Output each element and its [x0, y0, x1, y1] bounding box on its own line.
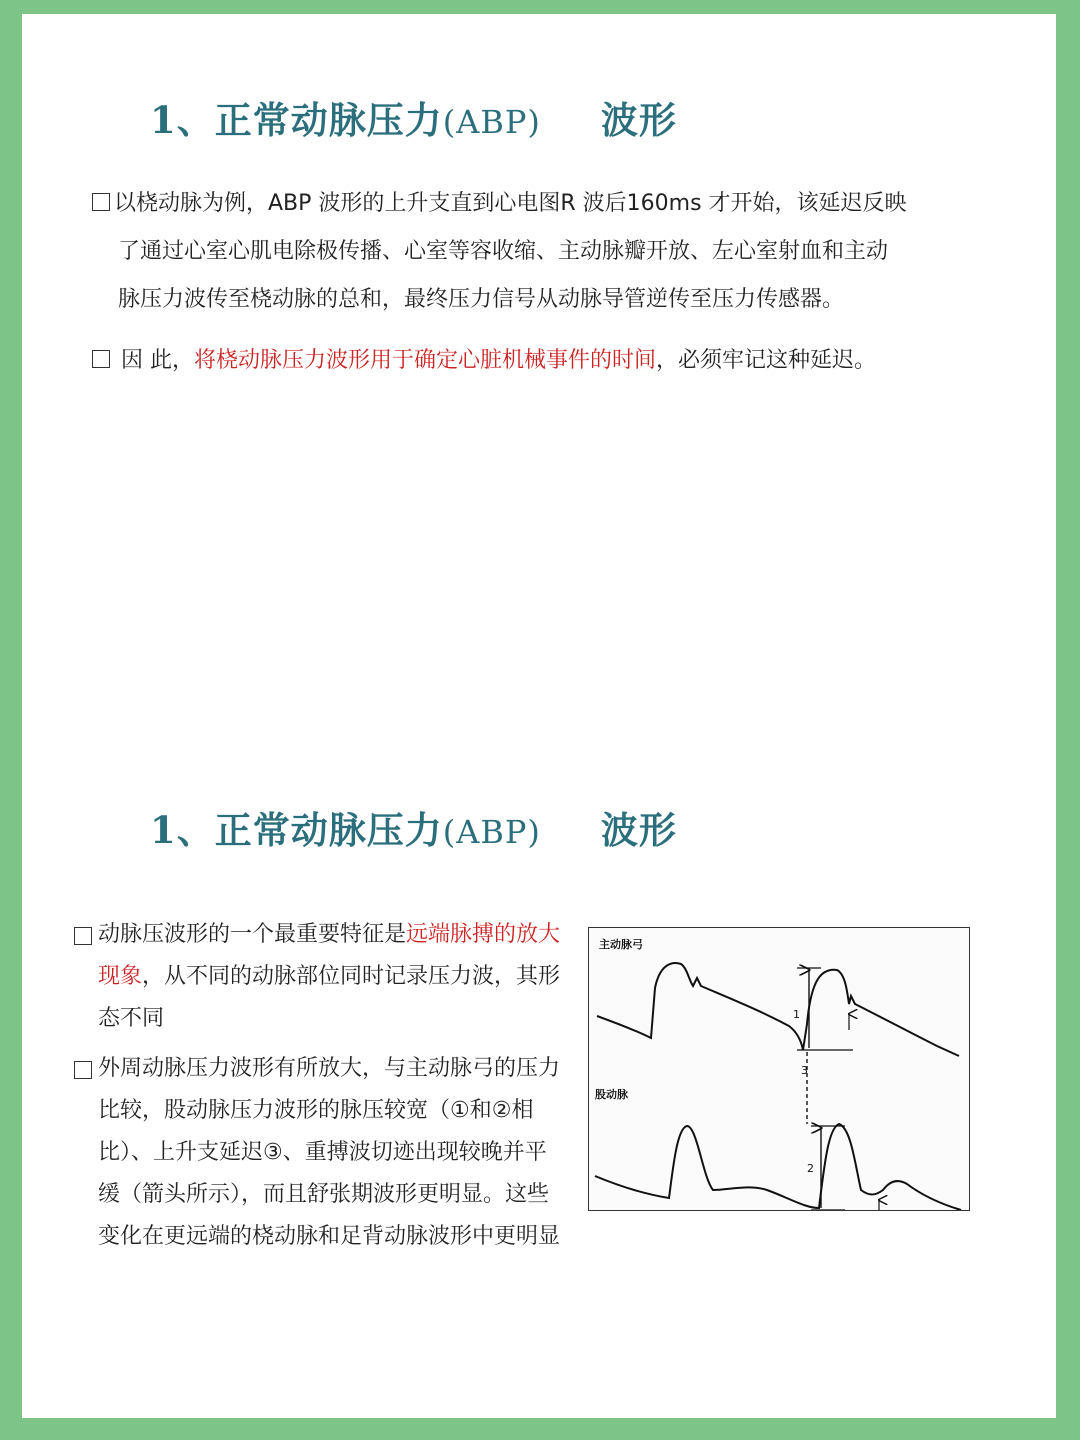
section2-bullets [74, 914, 561, 1266]
section2-title-main: 正常动脉压力 [214, 808, 443, 852]
checkbox-bullet-icon [92, 350, 110, 368]
marker-3-label: 3 [801, 1064, 808, 1077]
label-femoral-artery: 股动脉 [595, 1088, 628, 1101]
page [22, 14, 1056, 1418]
marker-1-label: 1 [793, 1008, 800, 1021]
bullet1-highlight: 远端脉搏的放大 [406, 922, 561, 947]
section1-title-main: 正常动脉压力 [214, 98, 443, 142]
section1-title [150, 90, 677, 144]
bullet1-text-end: 态不同 [98, 1006, 165, 1031]
section1-paragraph2 [92, 337, 972, 385]
bullet1-highlight-cont: 现象 [98, 964, 143, 989]
para1-line-2: 了通过心室心肌电除极传播、心室等容收缩、主动脉瓣开放、左心室射血和主动 [118, 239, 889, 264]
para1-line-1: 以桡动脉为例，ABP 波形的上升支直到心电图R 波后160ms 才开始，该延迟反映 [92, 180, 972, 228]
waveform-diagram [589, 928, 969, 1210]
bullet2-line-3: 比）、上升支延迟③、重搏波切迹出现较晚并平 [98, 1140, 547, 1165]
femoral-waveform [595, 1124, 961, 1210]
section2-title [150, 800, 677, 854]
checkbox-bullet-icon [74, 927, 92, 945]
para1-line-3: 脉压力波传至桡动脉的总和，最终压力信号从动脉导管逆传至压力传感器。 [118, 287, 845, 312]
bullet-item-2 [74, 1048, 561, 1258]
section2-title-num: 1、 [150, 808, 215, 852]
abp-waveform-figure [588, 927, 970, 1211]
bullet2-line-1: 外周动脉压力波形有所放大，与主动脉弓的压力 [98, 1056, 561, 1081]
aortic-waveform [597, 963, 959, 1056]
bullet1-text-cont: ，从不同的动脉部位同时记录压力波，其形 [142, 964, 561, 989]
bullet1-text: 动脉压波形的一个最重要特征是 [98, 922, 407, 947]
section1-title-end: 波形 [600, 98, 677, 142]
bullet2-line-4: 缓（箭头所示），而且舒张期波形更明显。这些 [98, 1182, 550, 1207]
section1-paragraph1 [92, 180, 972, 324]
section1-title-abp: (ABP) [442, 103, 541, 141]
checkbox-bullet-icon [74, 1061, 92, 1079]
marker-2-label: 2 [807, 1162, 814, 1175]
label-aortic-arch: 主动脉弓 [599, 938, 643, 951]
bullet2-line-2: 比较，股动脉压力波形的脉压较宽（①和②相 [98, 1098, 534, 1123]
checkbox-bullet-icon [92, 193, 110, 211]
section2-title-abp: (ABP) [442, 813, 541, 851]
para2-prefix: 因 此， [121, 348, 194, 373]
bullet-item-1 [74, 914, 561, 1040]
para2-suffix: ，必须牢记这种延迟。 [656, 348, 877, 373]
bullet2-line-5: 变化在更远端的桡动脉和足背动脉波形中更明显 [98, 1224, 561, 1249]
section1-title-num: 1、 [150, 98, 215, 142]
para2-highlight: 将桡动脉压力波形用于确定心脏机械事件的时间 [194, 348, 657, 373]
section2-title-end: 波形 [600, 808, 677, 852]
